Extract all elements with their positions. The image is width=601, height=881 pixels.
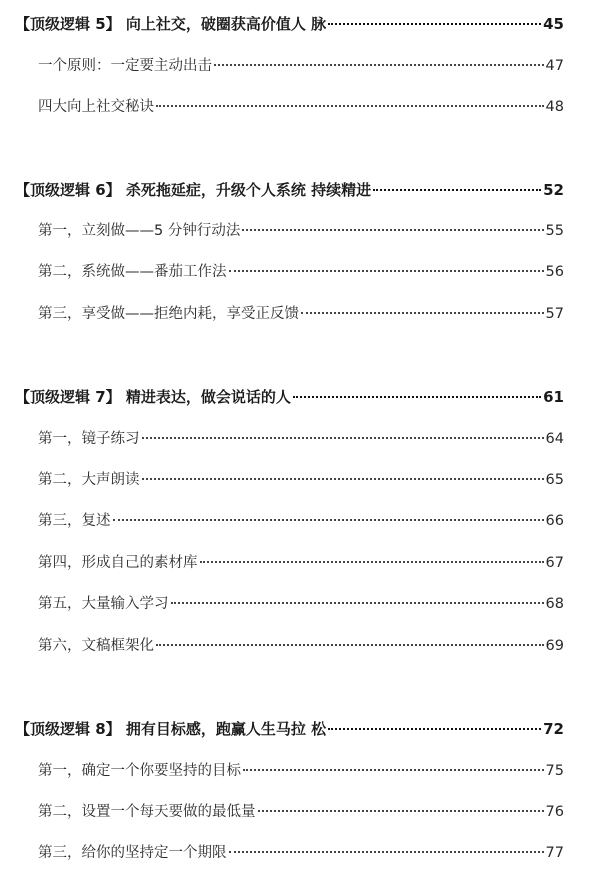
entry-title: 第一，镜子练习 <box>38 431 140 447</box>
entry-title: 第二，设置一个每天要做的最低量 <box>38 804 256 820</box>
toc-entry[interactable] <box>0 633 601 659</box>
entry-title: 第六，文稿框架化 <box>38 638 154 654</box>
entry-title: 四大向上社交秘诀 <box>38 99 154 115</box>
entry-title: 第一，确定一个你要坚持的目标 <box>38 763 241 779</box>
page-number: 69 <box>545 638 564 654</box>
page-number: 55 <box>545 223 564 239</box>
toc-entry[interactable] <box>0 218 601 244</box>
page-number: 61 <box>543 388 564 406</box>
toc-entry[interactable] <box>0 259 601 285</box>
dot-leader <box>229 850 544 853</box>
entry-title: 第三，复述 <box>38 513 111 529</box>
dot-leader <box>301 311 544 314</box>
chapter-heading[interactable] <box>0 384 601 410</box>
entry-title: 第三，给你的坚持定一个期限 <box>38 845 227 861</box>
toc-entry[interactable] <box>0 840 601 866</box>
page-number: 47 <box>545 58 564 74</box>
page-number: 72 <box>543 720 564 738</box>
page-number: 57 <box>545 306 564 322</box>
toc-entry[interactable] <box>0 508 601 534</box>
dot-leader <box>156 104 544 107</box>
toc-entry[interactable] <box>0 301 601 327</box>
page-number: 45 <box>543 15 564 33</box>
dot-leader <box>258 809 544 812</box>
dot-leader <box>113 518 544 521</box>
toc-entry[interactable] <box>0 94 601 120</box>
dot-leader <box>328 727 541 730</box>
chapter-title: 【顶级逻辑 6】 杀死拖延症，升级个人系统 持续精进 <box>15 181 372 199</box>
page-number: 76 <box>545 804 564 820</box>
chapter-heading[interactable] <box>0 11 601 37</box>
page-number: 52 <box>543 181 564 199</box>
page-number: 68 <box>545 596 564 612</box>
entry-title: 第一，立刻做——5 分钟行动法 <box>38 223 241 239</box>
page-number: 75 <box>545 763 564 779</box>
dot-leader <box>243 768 544 771</box>
dot-leader <box>171 601 544 604</box>
dot-leader <box>229 269 544 272</box>
toc-entry[interactable] <box>0 550 601 576</box>
dot-leader <box>200 560 544 563</box>
dot-leader <box>142 477 544 480</box>
chapter-heading[interactable] <box>0 716 601 742</box>
toc-entry[interactable] <box>0 467 601 493</box>
chapter-title: 【顶级逻辑 7】 精进表达，做会说话的人 <box>15 388 291 406</box>
toc-entry[interactable] <box>0 53 601 79</box>
page-number: 77 <box>545 845 564 861</box>
entry-title: 一个原则：一定要主动出击 <box>38 58 212 74</box>
page-number: 48 <box>545 99 564 115</box>
entry-title: 第二，系统做——番茄工作法 <box>38 264 227 280</box>
toc-entry[interactable] <box>0 591 601 617</box>
page-number: 66 <box>545 513 564 529</box>
entry-title: 第五，大量输入学习 <box>38 596 169 612</box>
toc-entry[interactable] <box>0 799 601 825</box>
entry-title: 第三，享受做——拒绝内耗，享受正反馈 <box>38 306 299 322</box>
page-number: 56 <box>545 264 564 280</box>
chapter-title: 【顶级逻辑 5】 向上社交，破圈获高价值人 脉 <box>15 15 327 33</box>
dot-leader <box>328 22 541 25</box>
page-number: 65 <box>545 472 564 488</box>
dot-leader <box>142 436 544 439</box>
toc-entry[interactable] <box>0 758 601 784</box>
entry-title: 第四，形成自己的素材库 <box>38 555 198 571</box>
toc-entry[interactable] <box>0 426 601 452</box>
chapter-title: 【顶级逻辑 8】 拥有目标感，跑赢人生马拉 松 <box>15 720 327 738</box>
dot-leader <box>156 643 544 646</box>
dot-leader <box>242 228 543 231</box>
dot-leader <box>214 63 544 66</box>
dot-leader <box>293 395 541 398</box>
dot-leader <box>373 188 541 191</box>
chapter-heading[interactable] <box>0 177 601 203</box>
page-number: 67 <box>545 555 564 571</box>
page-number: 64 <box>545 431 564 447</box>
entry-title: 第二，大声朗读 <box>38 472 140 488</box>
